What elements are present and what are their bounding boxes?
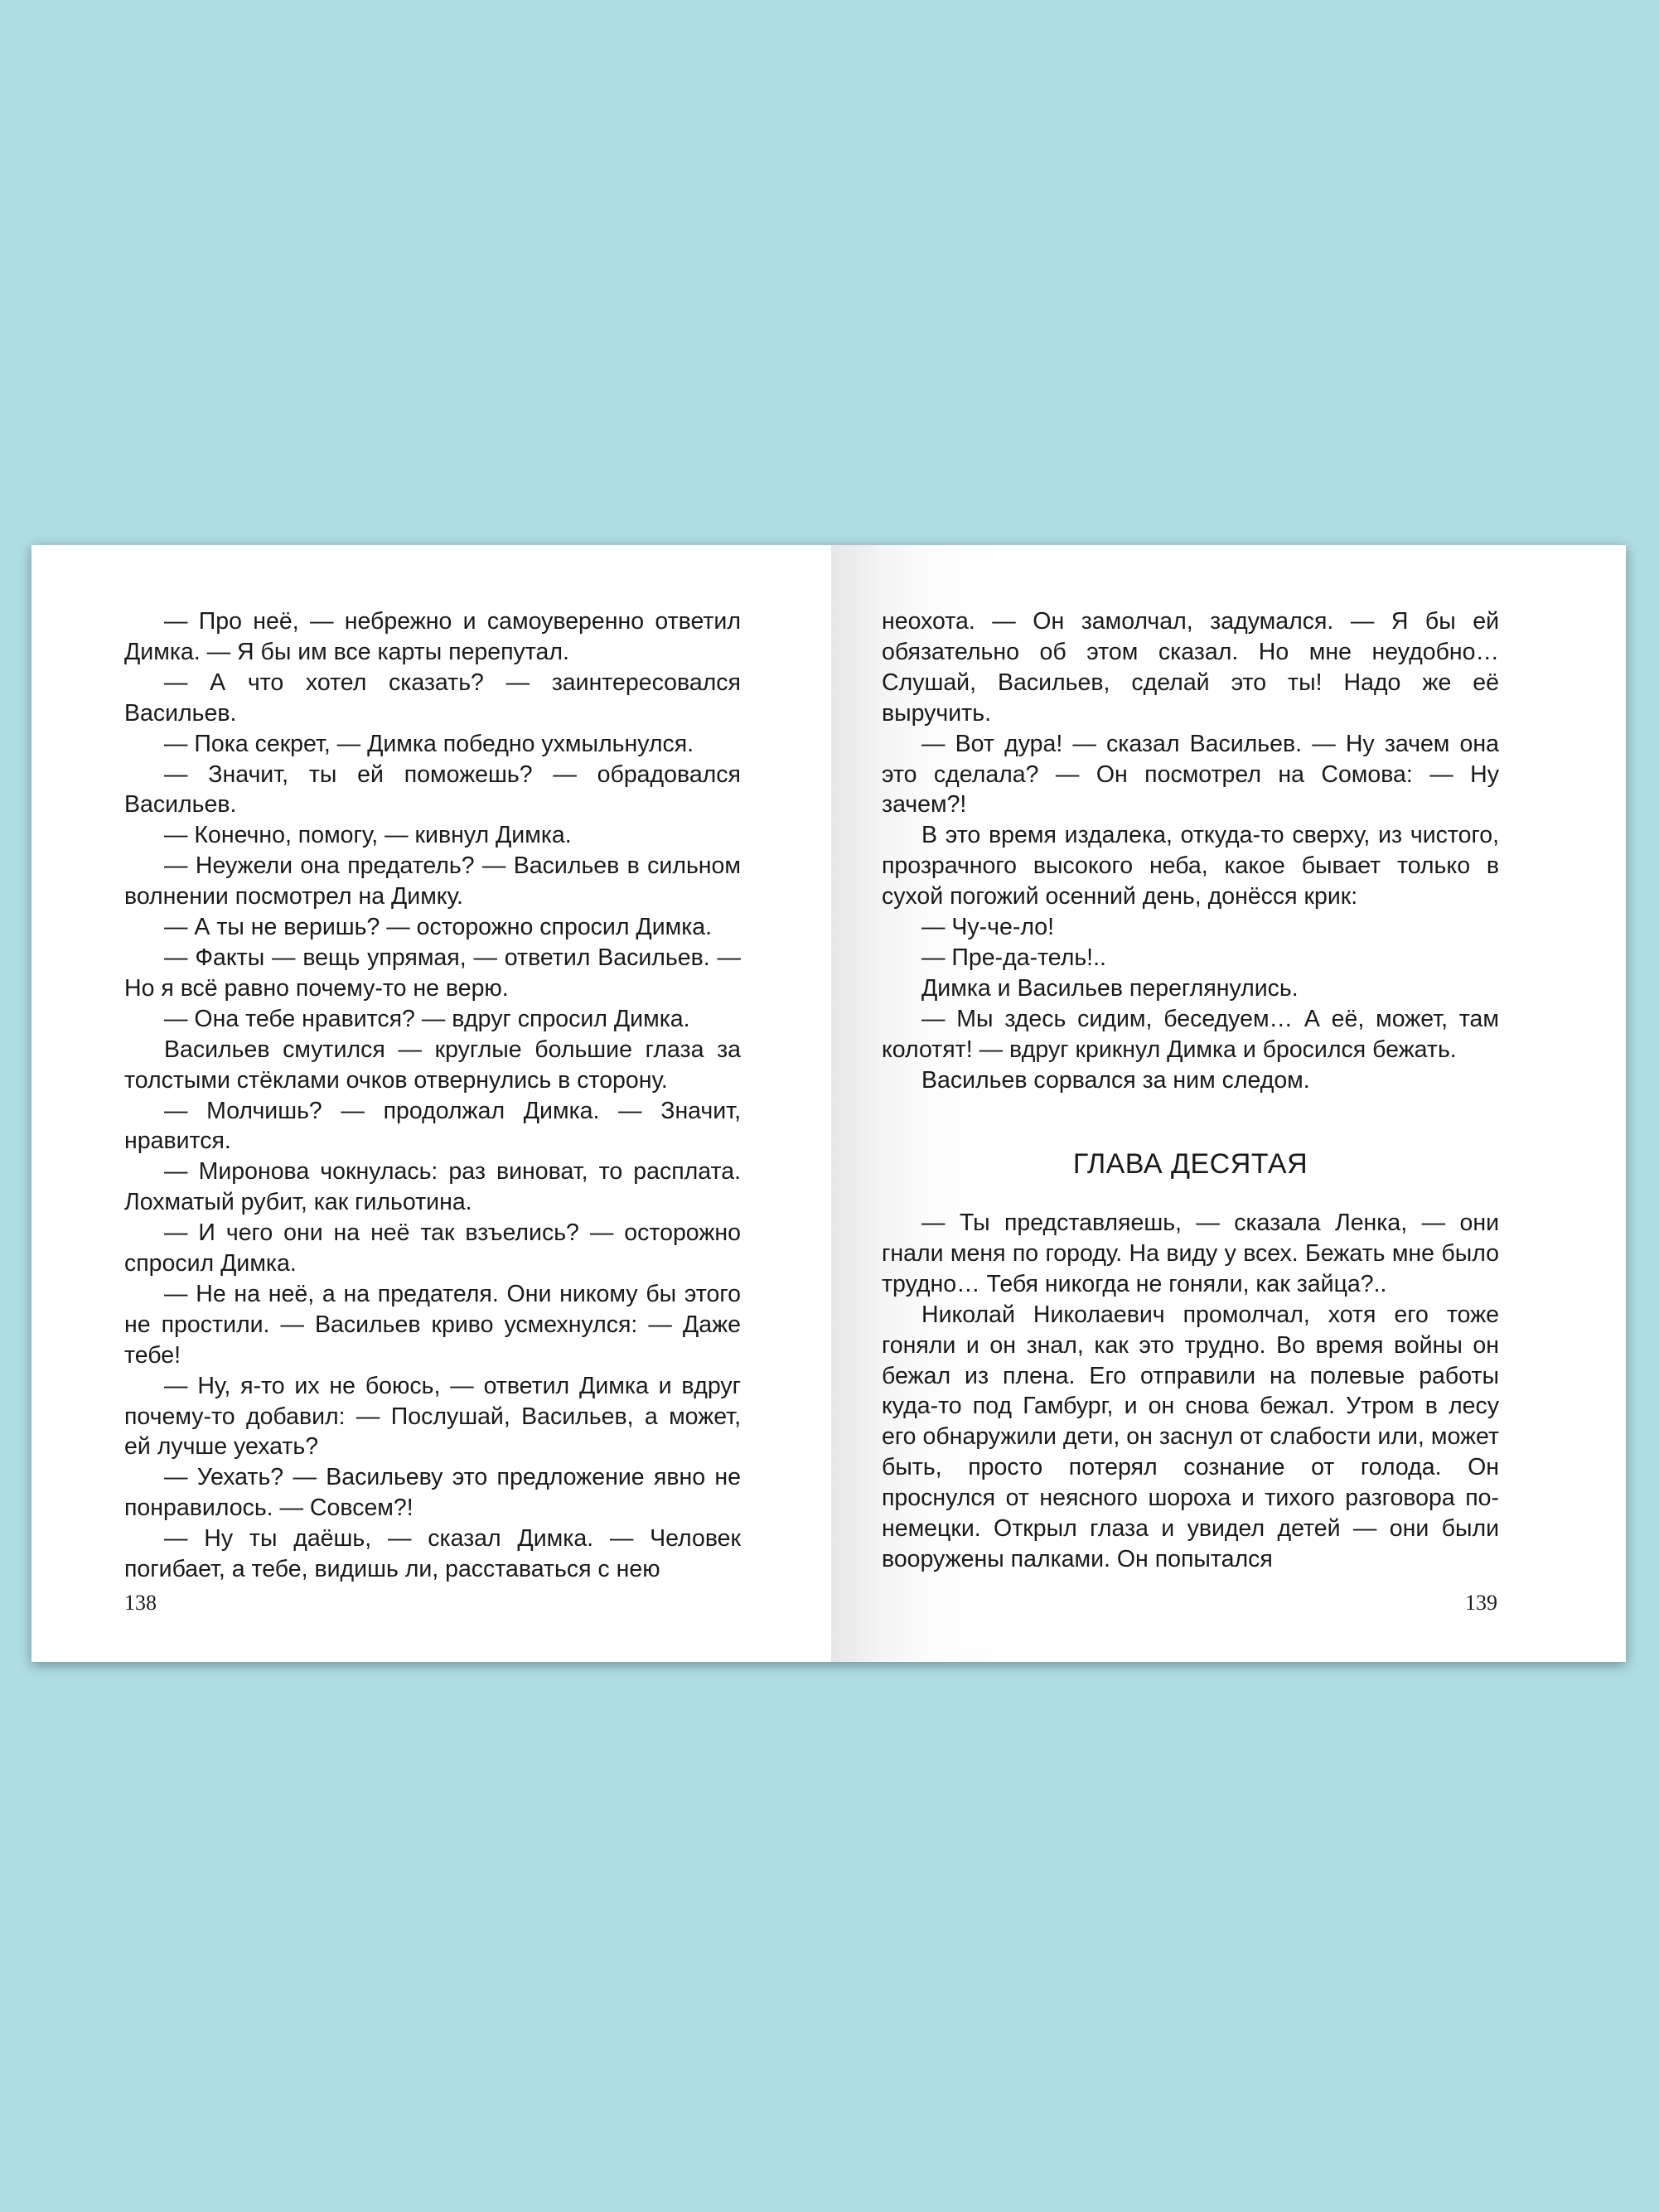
paragraph: — Значит, ты ей поможешь? — обрадовался Васильев. [124, 761, 741, 819]
paragraph: В это время издалека, откуда-то сверху, из чистого, прозрачного высокого неба, какое бывает только в сухой погожий осенний день, донёсся крик: [882, 822, 1499, 910]
paragraph: — Пока секрет, — Димка победно ухмыльнулся. [164, 730, 694, 757]
paragraph: Димка и Васильев переглянулись. [921, 974, 1299, 1002]
chapter-text [882, 1208, 1499, 1575]
page-number: 139 [1465, 1591, 1497, 1615]
paragraph: — Молчишь? — продолжал Димка. — Значит, нравится. [124, 1097, 741, 1155]
right-page [831, 545, 1626, 1662]
paragraph: Васильев сорвался за ним следом. [921, 1066, 1310, 1094]
paragraph: — Факты — вещь упрямая, — ответил Васильев. — Но я всё равно почему-то не верю. [124, 944, 741, 1002]
book-spread [31, 545, 1626, 1662]
paragraph: — Она тебе нравится? — вдруг спросил Димка. [164, 1005, 690, 1032]
continued-paragraph: неохота. — Он замолчал, задумался. — Я бы ей обязательно об этом сказал. Но мне неудобно… Слушай, Васильев, сделай это ты! Надо же её выручить. [882, 608, 1499, 727]
paragraph: — Не на неё, а на предателя. Они никому бы этого не простили. — Васильев криво усмехнулся: — Даже тебе! [124, 1280, 741, 1369]
paragraph: — Мы здесь сидим, беседуем… А её, может, там колотят! — вдруг крикнул Димка и бросился бежать. [882, 1005, 1499, 1063]
left-page [31, 545, 831, 1662]
right-page-text [882, 606, 1499, 1096]
paragraph: — Уехать? — Васильеву это предложение явно не понравилось. — Совсем?! [124, 1464, 741, 1522]
paragraph: — Ну ты даёшь, — сказал Димка. — Человек погибает, а тебе, видишь ли, расставаться с нею [124, 1525, 741, 1583]
paragraph: — Неужели она предатель? — Васильев в сильном волнении посмотрел на Димку. [124, 852, 741, 910]
chapter-title: ГЛАВА ДЕСЯТАЯ [1072, 1148, 1308, 1180]
paragraph: — Ну, я-то их не боюсь, — ответил Димка и вдруг почему-то добавил: — Послушай, Васильев, а может, ей лучше уехать? [124, 1372, 741, 1461]
page-number: 138 [124, 1591, 157, 1615]
paragraph: — Миронова чокнулась: раз виноват, то расплата. Лохматый рубит, как гильотина. [124, 1158, 741, 1216]
paragraph: — Пре-да-тель!.. [921, 944, 1106, 971]
paragraph: — Чу-че-ло! [921, 914, 1055, 941]
paragraph: — Про неё, — небрежно и самоуверенно ответил Димка. — Я бы им все карты перепутал. [124, 608, 741, 665]
paragraph: — А что хотел сказать? — заинтересовался Васильев. [124, 669, 741, 727]
paragraph: — Ты представляешь, — сказала Ленка, — они гнали меня по городу. На виду у всех. Бежать мне было трудно… Тебя никогда не гоняли, как зайца?.. [882, 1210, 1499, 1297]
paragraph: — А ты не веришь? — осторожно спросил Димка. [164, 914, 713, 941]
paragraph: — И чего они на неё так взъелись? — осторожно спросил Димка. [124, 1219, 741, 1277]
paragraph: Васильев смутился — круглые большие глаза за толстыми стёклами очков отвернулись в сторону. [124, 1036, 741, 1094]
left-page-text [124, 606, 741, 1585]
paragraph: Николай Николаевич промолчал, хотя его тоже гоняли и он знал, как это трудно. Во время войны он бежал из плена. Его отправили на полевые работы куда-то под Гамбург, и он снова бежал. Утром в лесу его обнаружили дети, он заснул от слабости или, может быть, просто потерял сознание от голода. Он проснулся от неясного шороха и тихого разговора по-немецки. Открыл глаза и увидел детей — они были вооружены палками. Он попытался [882, 1301, 1499, 1572]
paragraph: — Конечно, помогу, — кивнул Димка. [164, 822, 572, 849]
paragraph: — Вот дура! — сказал Васильев. — Ну зачем она это сделала? — Он посмотрел на Сомова: — Ну зачем?! [882, 730, 1499, 819]
